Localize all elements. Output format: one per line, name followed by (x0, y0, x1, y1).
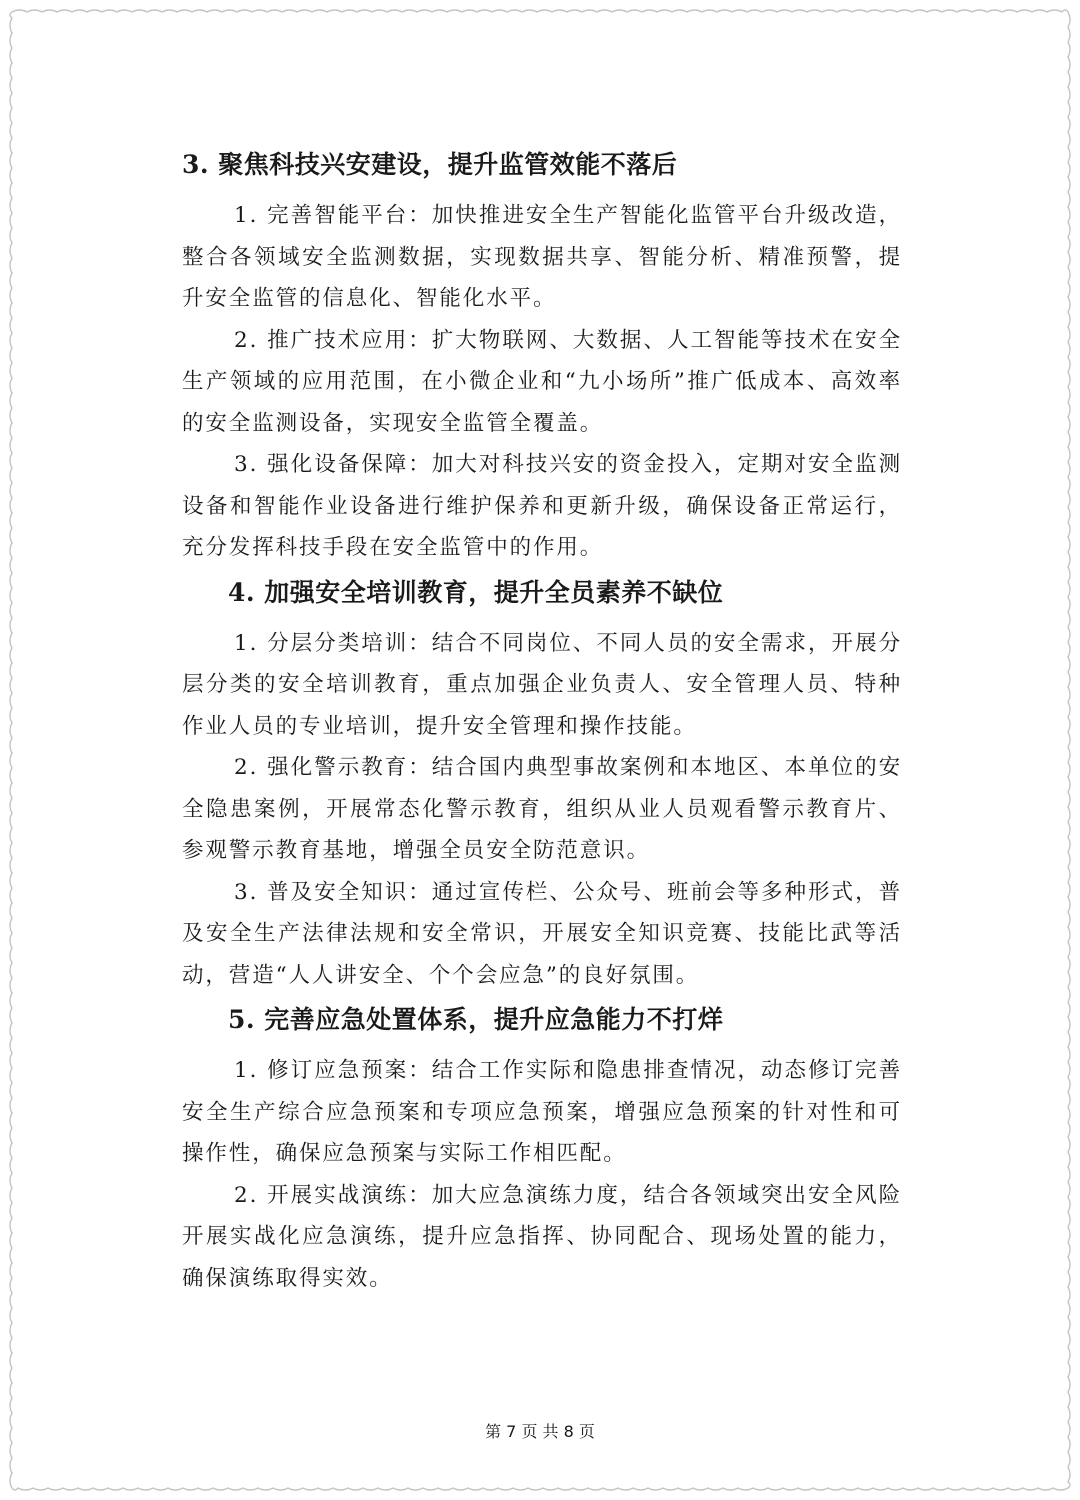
paragraph: 1. 修订应急预案：结合工作实际和隐患排查情况，动态修订完善安全生产综合应急预案和专项应急预案，增强应急预案的针对性和可操作性，确保应急预案与实际工作相匹配。 (182, 1058, 902, 1166)
section-heading: 5. 完善应急处置体系，提升应急能力不打烊 (228, 1005, 724, 1034)
page-number-footer: 第 7 页 共 8 页 (485, 1422, 595, 1441)
paragraph: 3. 普及安全知识：通过宣传栏、公众号、班前会等多种形式，普及安全生产法律法规和安全常识，开展安全知识竞赛、技能比武等活动，营造“人人讲安全、个个会应急”的良好氛围。 (182, 879, 902, 988)
section-4 (182, 573, 902, 997)
section-3 (182, 145, 902, 569)
paragraph: 2. 推广技术应用：扩大物联网、大数据、人工智能等技术在安全生产领域的应用范围，在小微企业和“九小场所”推广低成本、高效率的安全监测设备，实现安全监管全覆盖。 (182, 327, 902, 436)
paragraph: 2. 强化警示教育：结合国内典型事故案例和本地区、本单位的安全隐患案例，开展常态化警示教育，组织从业人员观看警示教育片、参观警示教育基地，增强全员安全防范意识。 (182, 755, 902, 863)
section-5 (182, 1000, 902, 1299)
section-heading: 4. 加强安全培训教育，提升全员素养不缺位 (228, 577, 724, 607)
section-heading: 3. 聚焦科技兴安建设，提升监管效能不落后 (182, 150, 678, 179)
paragraph: 1. 分层分类培训：结合不同岗位、不同人员的安全需求，开展分层分类的安全培训教育，重点加强企业负责人、安全管理人员、特种作业人员的专业培训，提升安全管理和操作技能。 (182, 630, 902, 739)
page-content (182, 145, 902, 1299)
paragraph: 1. 完善智能平台：加快推进安全生产智能化监管平台升级改造，整合各领域安全监测数据，实现数据共享、智能分析、精准预警，提升安全监管的信息化、智能化水平。 (182, 203, 902, 311)
paragraph: 2. 开展实战演练：加大应急演练力度，结合各领域突出安全风险开展实战化应急演练，提升应急指挥、协同配合、现场处置的能力，确保演练取得实效。 (182, 1182, 902, 1291)
paragraph: 3. 强化设备保障：加大对科技兴安的资金投入，定期对安全监测设备和智能作业设备进行维护保养和更新升级，确保设备正常运行，充分发挥科技手段在安全监管中的作用。 (182, 452, 902, 560)
